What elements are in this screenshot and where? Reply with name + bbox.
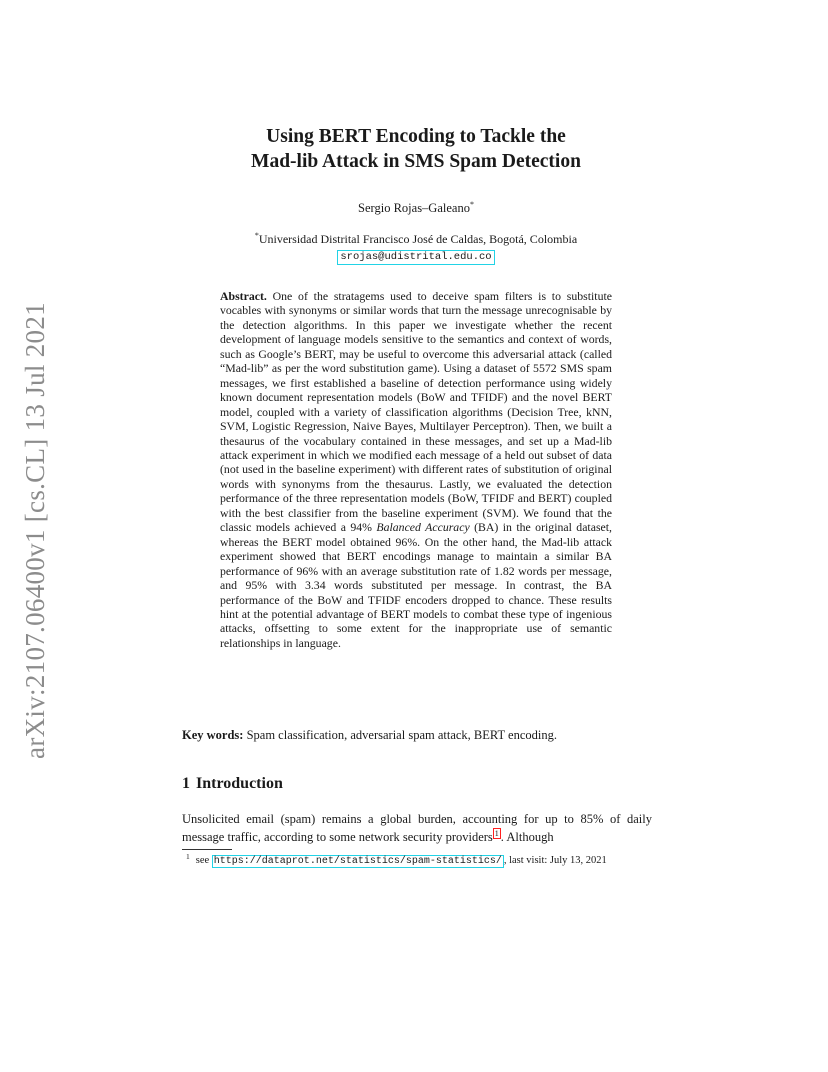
abstract-text-2: (BA) in the original dataset, whereas the BERT model obtained 96%. On the other hand, the Mad-lib attack experiment showed that BERT encodings manage to maintain a similar BA performance of 96% with an average substitution rate of 1.82 words per message, and 95% with 3.34 words substituted per message. In contrast, the BA performance of the BoW and TFIDF encoders dropped to chance. These results hint at the potential advantage of BERT models to combat these type of ingenious attacks, offsetting to some extent for the inappropriate use of semantic relationships in language. (220, 520, 612, 650)
section-title: Introduction (196, 775, 283, 792)
author-mark: * (469, 199, 474, 209)
footnote-rule (182, 849, 232, 850)
intro-text: Unsolicited email (spam) remains a global burden, accounting for up to 85% of daily message traffic, according to some network security providers (182, 812, 652, 845)
keywords-label: Key words: (182, 728, 244, 742)
arxiv-sidebar-stamp (10, 300, 60, 760)
abstract-emphasis: Balanced Accuracy (376, 520, 470, 535)
author (180, 201, 652, 216)
affiliation (180, 231, 652, 265)
arxiv-identifier: arXiv:2107.06400v1 [cs.CL] 13 Jul 2021 (19, 301, 50, 759)
keywords (182, 728, 652, 743)
intro-paragraph (182, 811, 652, 846)
email-link[interactable]: srojas@udistrital.edu.co (337, 250, 494, 265)
affiliation-mark: * (254, 231, 259, 240)
abstract-text-1: One of the stratagems used to deceive spam filters is to substitute vocables with synonyms or similar words that turn the message unrecognisable by the detection algorithms. In this paper we investigate whether the recent development of language models sensitive to the semantics and context of words, such as Google’s BERT, may be useful to overcome this adversarial attack (called “Mad-lib” as per the word substitution game). Using a dataset of 5572 SMS spam messages, we first established a baseline of detection performance using widely known document representation models (BoW and TFIDF) and the novel BERT model, coupled with a variety of classification algorithms (Decision Tree, kNN, SVM, Logistic Regression, Naive Bayes, Multilayer Perceptron). Then, we built a thesaurus of the vocabulary contained in these messages, and set up a Mad-lib attack experiment in which we modified each message of a held out subset of data (not used in the baseline experiment) with different rates of substitution of original words with synonyms from the thesaurus. Lastly, we evaluated the detection performance of the three representation models (BoW, TFIDF and BERT) coupled with the best classifier from the baseline experiment (SVM). We found that the classic models achieved a 94% (220, 289, 612, 535)
title-line-2: Mad-lib Attack in SMS Spam Detection (251, 151, 581, 172)
abstract (220, 289, 612, 650)
footnote-url-link[interactable]: https://dataprot.net/statistics/spam-statistics/ (213, 856, 502, 867)
author-name: Sergio Rojas–Galeano (358, 201, 470, 215)
paper-title (180, 124, 652, 174)
footnote-mark: 1 (186, 851, 190, 861)
section-heading (182, 775, 283, 793)
section-number: 1 (182, 775, 190, 792)
intro-text-after: . Although (500, 830, 554, 845)
footnote-reference-link[interactable]: 1 (494, 829, 499, 838)
footnote-prefix: see (195, 855, 212, 866)
footnote (186, 851, 656, 869)
title-line-1: Using BERT Encoding to Tackle the (266, 126, 566, 147)
affiliation-text: Universidad Distrital Francisco José de Caldas, Bogotá, Colombia (258, 232, 578, 246)
abstract-label: Abstract. (220, 289, 267, 303)
footnote-suffix: , last visit: July 13, 2021 (503, 855, 607, 866)
keywords-text: Spam classification, adversarial spam attack, BERT encoding. (243, 728, 557, 742)
